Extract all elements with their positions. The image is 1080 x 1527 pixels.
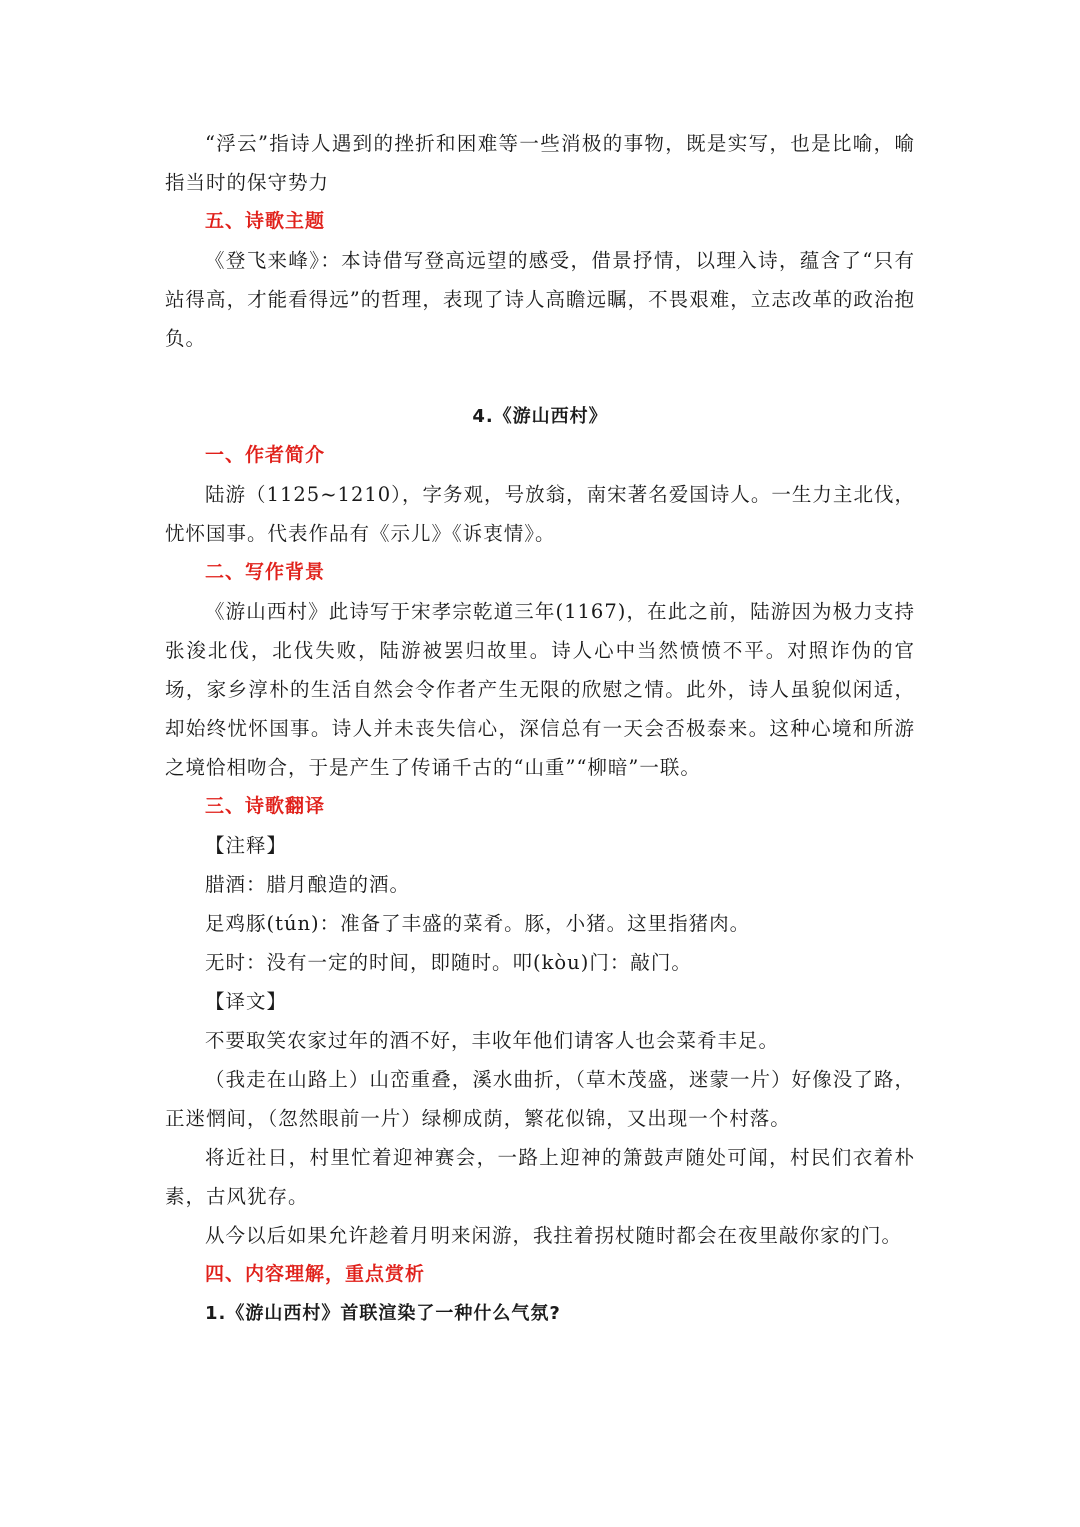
- translation-label: 【译文】: [205, 990, 288, 1013]
- note-item: 无时：没有一定的时间，即随时。叩(kòu)门：敲门。: [205, 951, 692, 974]
- background-paragraph: 《游山西村》此诗写于宋孝宗乾道三年(1167)，在此之前，陆游因为极力支持张浚北伐，北伐失败，陆游被罢归故里。诗人心中当然愤愤不平。对照诈伪的官场，家乡淳朴的生活自然会令作者产生无限的欣慰之情。此外，诗人虽貌似闲适，却始终忧怀国事。诗人并未丧失信心，深信总有一天会否极泰来。这种心境和所游之境恰相吻合，于是产生了传诵千古的“山重”“柳暗”一联。: [165, 600, 915, 779]
- author-intro-paragraph: 陆游（1125~1210），字务观，号放翁，南宋著名爱国诗人。一生力主北伐，忧怀国事。代表作品有《示儿》《诉衷情》。: [165, 483, 915, 545]
- fuyun-paragraph: “浮云”指诗人遇到的挫折和困难等一些消极的事物，既是实写，也是比喻，喻指当时的保守势力: [165, 132, 915, 194]
- section1-heading: 一、作者简介: [205, 444, 326, 466]
- note-item: 足鸡豚(tún)：准备了丰盛的菜肴。豚，小猪。这里指猪肉。: [205, 912, 751, 935]
- translation-line: （我走在山路上）山峦重叠，溪水曲折，（草木茂盛，迷蒙一片）好像没了路，正迷惘间，（忽然眼前一片）绿柳成荫，繁花似锦，又出现一个村落。: [165, 1068, 915, 1130]
- question-1: 1.《游山西村》首联渲染了一种什么气氛?: [205, 1303, 561, 1324]
- translation-line: 从今以后如果允许趁着月明来闲游，我拄着拐杖随时都会在夜里敲你家的门。: [205, 1224, 903, 1247]
- section2-heading: 二、写作背景: [205, 561, 326, 583]
- notes-label: 【注释】: [205, 834, 288, 857]
- poem-title: 4.《游山西村》: [472, 406, 608, 427]
- translation-line: 将近社日，村里忙着迎神赛会，一路上迎神的箫鼓声随处可闻，村民们衣着朴素，古风犹存。: [165, 1146, 915, 1208]
- translation-line: 不要取笑农家过年的酒不好，丰收年他们请客人也会菜肴丰足。: [205, 1029, 780, 1052]
- section5-heading: 五、诗歌主题: [205, 210, 326, 232]
- section5-paragraph: 《登飞来峰》：本诗借写登高远望的感受，借景抒情，以理入诗，蕴含了“只有站得高，才能看得远”的哲理，表现了诗人高瞻远瞩，不畏艰难，立志改革的政治抱负。: [165, 249, 915, 350]
- note-item: 腊酒：腊月酿造的酒。: [205, 873, 411, 896]
- document-page: [165, 124, 915, 1333]
- section4-heading: 四、内容理解，重点赏析: [205, 1263, 426, 1285]
- section3-heading: 三、诗歌翻译: [205, 795, 326, 817]
